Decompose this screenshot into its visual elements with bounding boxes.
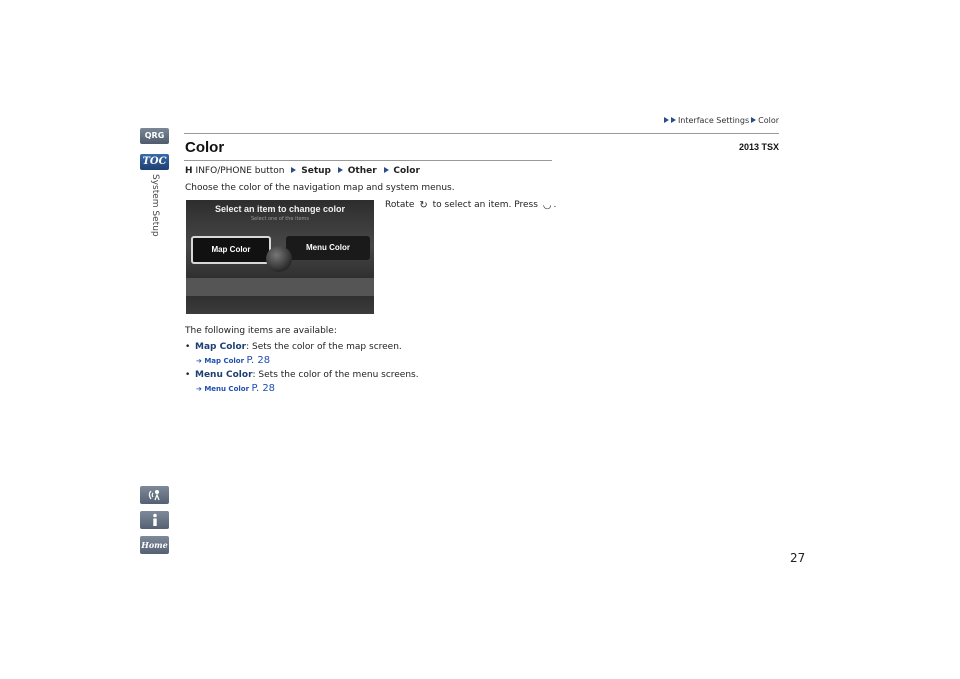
arrow-icon [664,117,669,123]
divider [184,160,552,161]
path-step: Other [347,166,377,176]
screen-title: Select an item to change color [214,204,346,214]
instruction-text: Rotate [385,200,415,210]
arrow-icon [751,117,756,123]
screen-menu-color-button: Menu Color [286,236,370,260]
breadcrumb [664,116,779,125]
home-button[interactable]: Home [140,536,169,554]
intro-text: Choose the color of the navigation map and system menus. [185,183,455,193]
bullet-icon: • [185,342,191,352]
path-button: INFO/PHONE button [195,166,285,176]
h-button-icon: H [185,166,193,176]
item-label: Menu Color [195,370,253,380]
section-label: System Setup [150,174,160,237]
screen-band [186,278,374,296]
item-label: Map Color [195,342,247,352]
breadcrumb-item[interactable]: Color [758,116,779,125]
xref-label: Map Color [204,357,245,365]
cross-reference-link[interactable] [196,355,270,366]
xref-arrow-icon: ➔ [196,385,202,393]
path-step: Setup [301,166,331,176]
toc-button[interactable]: TOC [140,154,169,170]
press-knob-icon: ◡ [542,200,552,211]
rotate-knob-icon: ↻ [419,200,428,211]
instruction-text: . [553,200,557,210]
screen-subtitle: Select one of the items [250,216,309,222]
voice-command-icon[interactable] [140,486,169,504]
xref-label: Menu Color [204,385,250,393]
item-desc: : Sets the color of the menu screens. [252,370,419,380]
bullet-icon: • [185,370,191,380]
qrg-button[interactable]: QRG [140,128,169,144]
list-item [185,342,402,352]
model-label: 2013 TSX [738,142,779,152]
instruction-text: to select an item. Press [432,200,538,210]
screen-map-color-button: Map Color [191,236,271,264]
knob-icon [266,246,292,272]
breadcrumb-item[interactable]: Interface Settings [677,116,750,125]
divider [184,133,779,134]
page-title: Color [185,139,225,156]
page-number: 27 [790,551,806,565]
nav-screen-image [186,200,374,314]
arrow-icon [291,167,296,173]
info-icon[interactable] [140,511,169,529]
arrow-icon [338,167,343,173]
arrow-icon [671,117,676,123]
xref-page: P. 28 [246,355,271,366]
menu-path [185,166,420,176]
cross-reference-link[interactable] [196,383,275,394]
path-step: Color [393,166,420,176]
items-intro: The following items are available: [185,326,337,336]
item-desc: : Sets the color of the map screen. [246,342,402,352]
xref-arrow-icon: ➔ [196,357,202,365]
arrow-icon [384,167,389,173]
rotate-instruction [385,200,556,211]
list-item [185,370,419,380]
xref-page: P. 28 [251,383,276,394]
